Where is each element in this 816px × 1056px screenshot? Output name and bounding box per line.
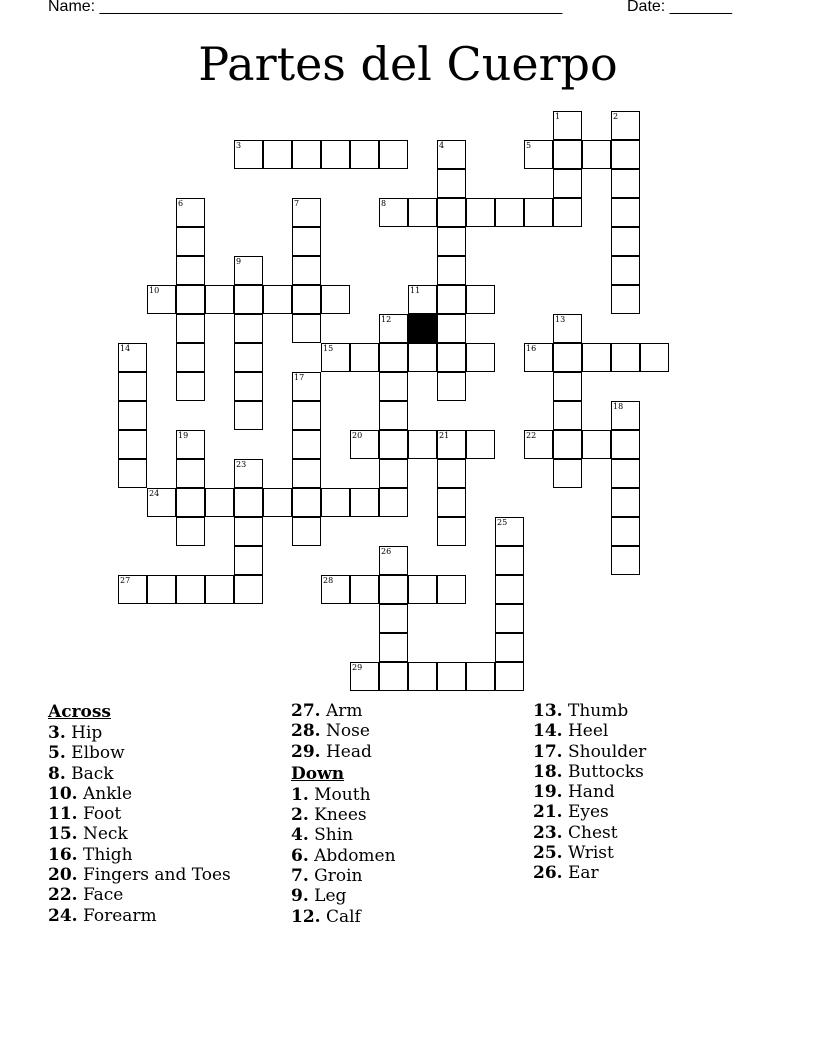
grid-cell[interactable] bbox=[379, 140, 408, 169]
grid-cell[interactable] bbox=[379, 198, 408, 227]
clue-item bbox=[291, 825, 396, 845]
clue-item-text: Hip bbox=[65, 723, 103, 743]
grid-cell[interactable] bbox=[466, 430, 495, 459]
grid-cell[interactable] bbox=[292, 256, 321, 285]
grid-cell[interactable] bbox=[350, 430, 379, 459]
clue-item-text: Abdomen bbox=[308, 845, 396, 866]
grid-cell[interactable] bbox=[611, 488, 640, 517]
clue-number: 9 bbox=[236, 257, 242, 266]
grid-cell[interactable] bbox=[292, 198, 321, 227]
grid-cell[interactable] bbox=[234, 285, 263, 314]
clue-item-number: 22. bbox=[48, 885, 78, 906]
clue-item-text: Back bbox=[65, 763, 114, 784]
clue-number: 27 bbox=[120, 576, 131, 585]
grid-cell[interactable] bbox=[437, 662, 466, 691]
grid-cell[interactable] bbox=[321, 140, 350, 169]
clue-number: 1 bbox=[555, 112, 561, 121]
clue-number: 13 bbox=[555, 315, 566, 324]
grid-cell[interactable] bbox=[234, 575, 263, 604]
clue-item bbox=[291, 805, 396, 825]
clue-item-text: Ear bbox=[562, 863, 599, 884]
grid-cell[interactable] bbox=[147, 575, 176, 604]
grid-cell[interactable] bbox=[611, 343, 640, 372]
clue-item-number: 4. bbox=[291, 825, 309, 846]
clue-item-text: Chest bbox=[562, 822, 618, 843]
clue-number: 17 bbox=[294, 373, 305, 382]
across-heading: Across bbox=[48, 702, 111, 722]
grid-cell[interactable] bbox=[437, 314, 466, 343]
grid-cell[interactable] bbox=[582, 343, 611, 372]
clue-item-number: 23. bbox=[533, 822, 563, 843]
grid-cell[interactable] bbox=[147, 488, 176, 517]
grid-cell[interactable] bbox=[234, 546, 263, 575]
grid-cell[interactable] bbox=[234, 314, 263, 343]
clue-item-number: 16. bbox=[48, 844, 78, 865]
clue-item bbox=[291, 866, 396, 886]
grid-cell[interactable] bbox=[379, 662, 408, 691]
clue-number: 15 bbox=[323, 344, 334, 353]
clue-item-text: Thumb bbox=[562, 701, 629, 721]
clue-item-number: 19. bbox=[533, 782, 563, 803]
grid-cell[interactable] bbox=[263, 285, 292, 314]
grid-cell[interactable] bbox=[437, 256, 466, 285]
clue-number: 26 bbox=[381, 547, 392, 556]
grid-cell[interactable] bbox=[321, 575, 350, 604]
grid-cell[interactable] bbox=[553, 459, 582, 488]
clue-item bbox=[533, 863, 646, 883]
grid-cell[interactable] bbox=[176, 227, 205, 256]
grid-cell[interactable] bbox=[437, 140, 466, 169]
grid-cell[interactable] bbox=[611, 401, 640, 430]
grid-cell[interactable] bbox=[466, 285, 495, 314]
grid-cell[interactable] bbox=[437, 227, 466, 256]
down-clue-list-continued bbox=[533, 701, 646, 884]
grid-cell[interactable] bbox=[437, 575, 466, 604]
clue-number: 10 bbox=[149, 286, 160, 295]
clue-item-number: 27. bbox=[291, 701, 321, 721]
grid-cell[interactable] bbox=[379, 430, 408, 459]
clue-item-number: 9. bbox=[291, 886, 309, 907]
grid-cell[interactable] bbox=[321, 343, 350, 372]
clue-item-text: Ankle bbox=[77, 783, 133, 804]
clue-item bbox=[291, 742, 396, 762]
grid-cell[interactable] bbox=[379, 488, 408, 517]
clue-number: 19 bbox=[178, 431, 189, 440]
clue-number: 21 bbox=[439, 431, 450, 440]
clue-item bbox=[291, 701, 396, 721]
clue-item-number: 12. bbox=[291, 906, 321, 927]
clue-item bbox=[48, 906, 231, 926]
grid-cell[interactable] bbox=[437, 343, 466, 372]
grid-cell[interactable] bbox=[292, 285, 321, 314]
grid-cell[interactable] bbox=[495, 604, 524, 633]
grid-cell[interactable] bbox=[582, 140, 611, 169]
grid-cell[interactable] bbox=[379, 343, 408, 372]
grid-cell[interactable] bbox=[611, 169, 640, 198]
grid-cell[interactable] bbox=[437, 169, 466, 198]
grid-cell[interactable] bbox=[553, 372, 582, 401]
grid-cell[interactable] bbox=[611, 140, 640, 169]
clue-number: 23 bbox=[236, 460, 247, 469]
grid-cell[interactable] bbox=[263, 140, 292, 169]
clue-number: 29 bbox=[352, 663, 363, 672]
clue-item bbox=[291, 721, 396, 741]
clue-item bbox=[48, 824, 231, 844]
grid-cell[interactable] bbox=[379, 604, 408, 633]
clue-item bbox=[48, 865, 231, 885]
grid-cell[interactable] bbox=[379, 546, 408, 575]
grid-cell[interactable] bbox=[118, 343, 147, 372]
clue-item bbox=[533, 802, 646, 822]
grid-cell[interactable] bbox=[495, 546, 524, 575]
grid-cell[interactable] bbox=[321, 285, 350, 314]
clue-item-number: 6. bbox=[291, 845, 309, 866]
grid-cell[interactable] bbox=[640, 343, 669, 372]
clue-item-number: 21. bbox=[533, 802, 563, 823]
grid-cell[interactable] bbox=[553, 140, 582, 169]
grid-cell[interactable] bbox=[553, 198, 582, 227]
clue-item-text: Arm bbox=[320, 701, 363, 721]
grid-cell[interactable] bbox=[437, 372, 466, 401]
clue-item-number: 25. bbox=[533, 843, 563, 864]
clue-item-text: Head bbox=[320, 741, 372, 762]
clue-item-text: Neck bbox=[77, 824, 128, 845]
clue-item bbox=[533, 721, 646, 741]
clue-item-text: Heel bbox=[562, 721, 609, 742]
grid-cell[interactable] bbox=[524, 198, 553, 227]
grid-cell[interactable] bbox=[611, 430, 640, 459]
clue-item-text: Groin bbox=[308, 866, 363, 887]
clue-number: 25 bbox=[497, 518, 508, 527]
clue-item-number: 13. bbox=[533, 701, 563, 721]
grid-cell[interactable] bbox=[379, 401, 408, 430]
grid-cell[interactable] bbox=[234, 488, 263, 517]
clue-number: 12 bbox=[381, 315, 392, 324]
grid-cell[interactable] bbox=[437, 488, 466, 517]
clue-item-number: 2. bbox=[291, 805, 309, 826]
clue-item-number: 28. bbox=[291, 721, 321, 742]
clue-column-3 bbox=[533, 701, 646, 884]
clue-item bbox=[533, 701, 646, 721]
grid-cell[interactable] bbox=[350, 662, 379, 691]
grid-cell[interactable] bbox=[118, 430, 147, 459]
grid-cell[interactable] bbox=[611, 285, 640, 314]
clue-number: 2 bbox=[613, 112, 619, 121]
grid-cell[interactable] bbox=[234, 140, 263, 169]
clue-item-text: Shoulder bbox=[562, 741, 647, 762]
grid-cell[interactable] bbox=[321, 488, 350, 517]
clue-item bbox=[48, 723, 231, 743]
grid-cell[interactable] bbox=[408, 575, 437, 604]
clue-item-text: Shin bbox=[308, 825, 354, 846]
grid-cell[interactable] bbox=[553, 430, 582, 459]
clue-item bbox=[533, 782, 646, 802]
grid-cell[interactable] bbox=[437, 285, 466, 314]
grid-cell[interactable] bbox=[524, 343, 553, 372]
clue-number: 22 bbox=[526, 431, 537, 440]
grid-cell[interactable] bbox=[118, 401, 147, 430]
grid-cell[interactable] bbox=[176, 198, 205, 227]
clue-item-text: Forearm bbox=[77, 905, 157, 926]
clue-item-text: Buttocks bbox=[562, 761, 644, 782]
grid-cell[interactable] bbox=[205, 285, 234, 314]
grid-cell[interactable] bbox=[118, 372, 147, 401]
clue-item-text: Wrist bbox=[562, 843, 614, 864]
clue-item-number: 1. bbox=[291, 784, 309, 805]
grid-cell[interactable] bbox=[466, 662, 495, 691]
clue-item-text: Eyes bbox=[562, 802, 609, 823]
clue-item bbox=[533, 843, 646, 863]
clue-item-text: Leg bbox=[308, 886, 347, 907]
grid-cell[interactable] bbox=[437, 198, 466, 227]
grid-cell[interactable] bbox=[408, 430, 437, 459]
across-clue-list-continued bbox=[291, 701, 396, 762]
clue-item bbox=[291, 846, 396, 866]
grid-cell[interactable] bbox=[408, 662, 437, 691]
clue-number: 8 bbox=[381, 199, 387, 208]
clue-item-number: 11. bbox=[48, 804, 78, 825]
clue-number: 20 bbox=[352, 431, 363, 440]
clue-item bbox=[291, 907, 396, 927]
grid-cell[interactable] bbox=[292, 314, 321, 343]
grid-cell[interactable] bbox=[495, 662, 524, 691]
clue-item-text: Thigh bbox=[77, 844, 133, 865]
grid-cell[interactable] bbox=[611, 517, 640, 546]
clue-item-number: 15. bbox=[48, 824, 78, 845]
clue-item-number: 17. bbox=[533, 741, 563, 762]
grid-cell[interactable] bbox=[234, 343, 263, 372]
clue-number: 6 bbox=[178, 199, 184, 208]
clue-item-number: 20. bbox=[48, 865, 78, 886]
clue-item bbox=[48, 784, 231, 804]
clue-number: 14 bbox=[120, 344, 131, 353]
clue-number: 7 bbox=[294, 199, 300, 208]
clue-number: 5 bbox=[526, 141, 532, 150]
clue-item-number: 26. bbox=[533, 863, 563, 884]
grid-cell[interactable] bbox=[292, 517, 321, 546]
clue-item-number: 5. bbox=[48, 743, 66, 764]
grid-cell[interactable] bbox=[408, 285, 437, 314]
grid-cell[interactable] bbox=[176, 517, 205, 546]
grid-cell[interactable] bbox=[611, 198, 640, 227]
clue-item bbox=[48, 743, 231, 763]
grid-cell[interactable] bbox=[234, 256, 263, 285]
clue-item-number: 24. bbox=[48, 905, 78, 926]
clue-item-text: Elbow bbox=[65, 743, 125, 764]
grid-cell[interactable] bbox=[524, 140, 553, 169]
clue-number: 18 bbox=[613, 402, 624, 411]
grid-cell[interactable] bbox=[611, 459, 640, 488]
grid-cell[interactable] bbox=[611, 256, 640, 285]
grid-cell[interactable] bbox=[437, 459, 466, 488]
grid-cell[interactable] bbox=[495, 633, 524, 662]
grid-cell[interactable] bbox=[466, 343, 495, 372]
grid-cell[interactable] bbox=[263, 488, 292, 517]
grid-cell[interactable] bbox=[234, 372, 263, 401]
grid-cell[interactable] bbox=[176, 575, 205, 604]
grid-cell[interactable] bbox=[379, 633, 408, 662]
grid-cell[interactable] bbox=[292, 227, 321, 256]
grid-cell[interactable] bbox=[292, 372, 321, 401]
grid-cell[interactable] bbox=[292, 140, 321, 169]
grid-cell[interactable] bbox=[176, 256, 205, 285]
clue-column-1 bbox=[48, 701, 231, 926]
grid-cell[interactable] bbox=[611, 546, 640, 575]
grid-cell[interactable] bbox=[524, 430, 553, 459]
grid-cell[interactable] bbox=[234, 459, 263, 488]
grid-cell[interactable] bbox=[350, 575, 379, 604]
clue-number: 4 bbox=[439, 141, 445, 150]
clue-item-text: Mouth bbox=[308, 784, 371, 805]
grid-cell[interactable] bbox=[292, 430, 321, 459]
grid-cell[interactable] bbox=[379, 575, 408, 604]
grid-cell[interactable] bbox=[437, 430, 466, 459]
clue-item bbox=[48, 845, 231, 865]
clue-item-number: 14. bbox=[533, 721, 563, 742]
grid-cell[interactable] bbox=[553, 169, 582, 198]
clue-item-number: 3. bbox=[48, 723, 66, 743]
grid-cell[interactable] bbox=[437, 517, 466, 546]
grid-cell[interactable] bbox=[292, 401, 321, 430]
grid-cell[interactable] bbox=[611, 111, 640, 140]
page-title: Partes del Cuerpo bbox=[198, 37, 618, 91]
grid-cell[interactable] bbox=[176, 372, 205, 401]
clue-number: 16 bbox=[526, 344, 537, 353]
grid-cell[interactable] bbox=[176, 314, 205, 343]
date-field: Date: _______ bbox=[627, 0, 732, 15]
clue-number: 24 bbox=[149, 489, 160, 498]
grid-cell[interactable] bbox=[379, 372, 408, 401]
clue-item bbox=[533, 742, 646, 762]
down-clue-list bbox=[291, 785, 396, 927]
clue-item bbox=[48, 764, 231, 784]
grid-cell[interactable] bbox=[176, 285, 205, 314]
clue-number: 28 bbox=[323, 576, 334, 585]
grid-cell[interactable] bbox=[495, 198, 524, 227]
grid-cell[interactable] bbox=[495, 517, 524, 546]
clue-item bbox=[48, 804, 231, 824]
grid-cell[interactable] bbox=[379, 459, 408, 488]
grid-cell[interactable] bbox=[408, 343, 437, 372]
grid-cell[interactable] bbox=[553, 401, 582, 430]
clue-item bbox=[291, 886, 396, 906]
across-clue-list bbox=[48, 723, 231, 926]
clue-item-text: Face bbox=[77, 885, 124, 906]
clue-item-text: Hand bbox=[562, 782, 615, 803]
clue-item bbox=[533, 762, 646, 782]
down-heading: Down bbox=[291, 763, 345, 784]
clue-item-text: Foot bbox=[77, 804, 122, 825]
grid-cell[interactable] bbox=[466, 198, 495, 227]
grid-cell[interactable] bbox=[118, 575, 147, 604]
grid-cell[interactable] bbox=[553, 343, 582, 372]
grid-cell[interactable] bbox=[176, 488, 205, 517]
grid-cell[interactable] bbox=[176, 430, 205, 459]
grid-cell[interactable] bbox=[147, 285, 176, 314]
grid-cell[interactable] bbox=[205, 575, 234, 604]
grid-cell[interactable] bbox=[611, 227, 640, 256]
grid-cell[interactable] bbox=[350, 140, 379, 169]
grid-cell[interactable] bbox=[379, 314, 408, 343]
grid-cell[interactable] bbox=[582, 430, 611, 459]
clue-item bbox=[48, 885, 231, 905]
clue-item-number: 18. bbox=[533, 761, 563, 782]
clue-item-number: 29. bbox=[291, 741, 321, 762]
clue-item-text: Calf bbox=[320, 906, 361, 927]
clue-item bbox=[291, 785, 396, 805]
grid-cell[interactable] bbox=[292, 459, 321, 488]
grid-cell[interactable] bbox=[234, 517, 263, 546]
grid-cell[interactable] bbox=[350, 488, 379, 517]
clue-item-number: 10. bbox=[48, 783, 78, 804]
grid-cell[interactable] bbox=[408, 198, 437, 227]
grid-cell[interactable] bbox=[176, 343, 205, 372]
clue-item-text: Fingers and Toes bbox=[77, 865, 231, 886]
name-field: Name: ____________________________________________________ bbox=[48, 0, 563, 15]
block-square bbox=[408, 314, 437, 343]
grid-cell[interactable] bbox=[350, 343, 379, 372]
grid-cell[interactable] bbox=[292, 488, 321, 517]
grid-cell[interactable] bbox=[495, 575, 524, 604]
grid-cell[interactable] bbox=[205, 488, 234, 517]
grid-cell[interactable] bbox=[118, 459, 147, 488]
clue-item-text: Knees bbox=[308, 805, 367, 826]
clue-item-number: 8. bbox=[48, 763, 66, 784]
clue-item bbox=[533, 823, 646, 843]
clue-number: 3 bbox=[236, 141, 242, 150]
grid-cell[interactable] bbox=[176, 459, 205, 488]
grid-cell[interactable] bbox=[553, 314, 582, 343]
clue-item-text: Nose bbox=[320, 721, 370, 742]
grid-cell[interactable] bbox=[234, 401, 263, 430]
clue-number: 11 bbox=[410, 286, 421, 295]
grid-cell[interactable] bbox=[553, 111, 582, 140]
clue-column-2 bbox=[291, 701, 396, 927]
clue-item-number: 7. bbox=[291, 866, 309, 887]
